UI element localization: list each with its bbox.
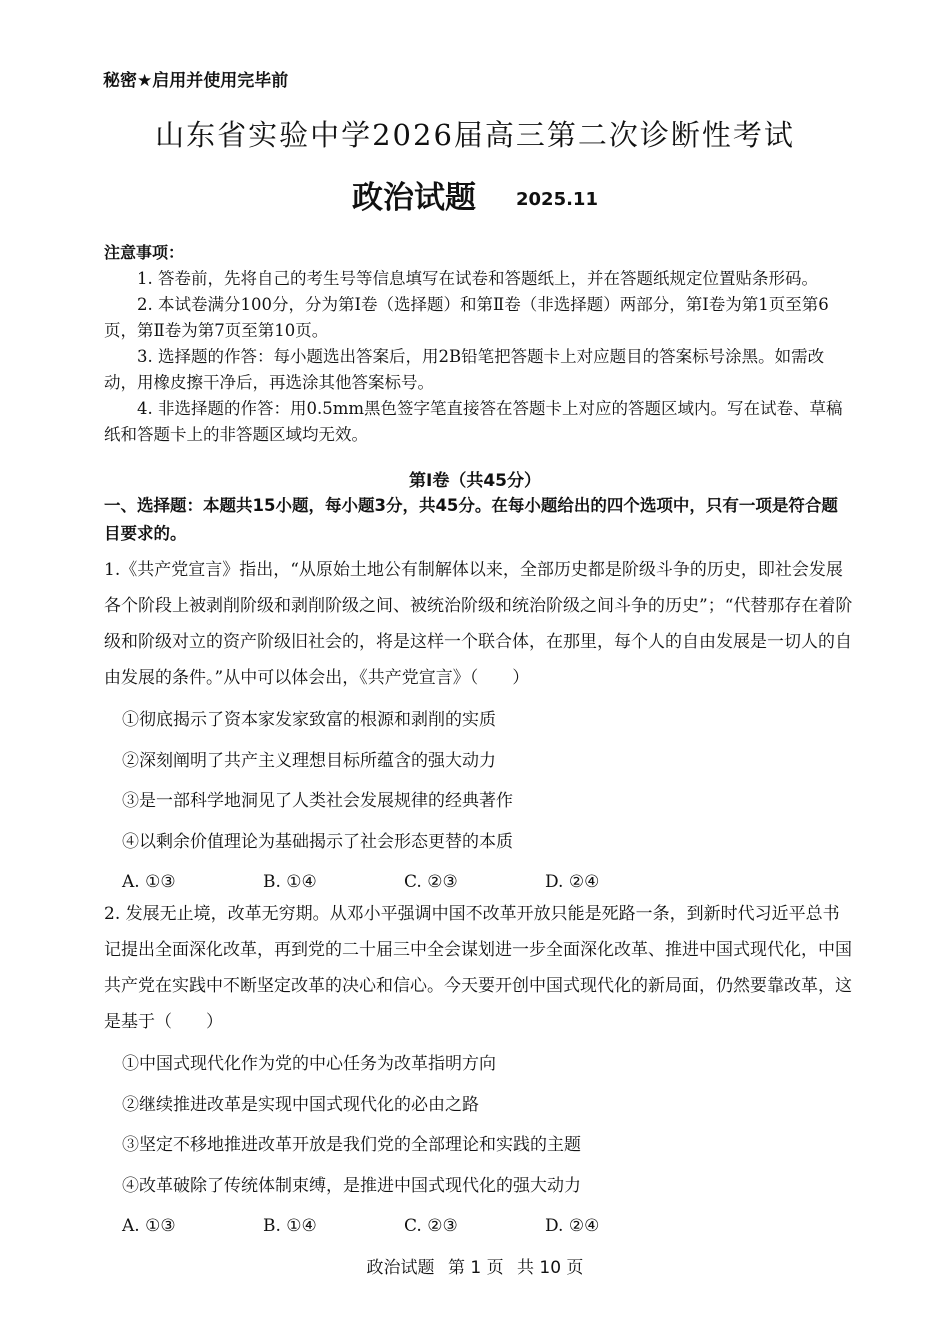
answer-choices [104, 1206, 856, 1246]
part1-title: 第Ⅰ卷（共45分） [409, 471, 541, 491]
footer-total: 共 10 页 [516, 1258, 584, 1278]
footer-page: 第 1 页 [447, 1258, 504, 1278]
choice-d: D. ②④ [545, 872, 600, 893]
page-footer [0, 1253, 950, 1278]
notice-heading: 注意事项： [104, 243, 185, 262]
notice-item: 3. 选择题的作答：每小题选出答案后，用2B铅笔把答题卡上对应题目的答案标号涂黑。如需改动，用橡皮擦干净后，再选涂其他答案标号。 [104, 347, 825, 392]
choice-a: A. ①③ [122, 872, 176, 893]
question-stem: 2. 发展无止境，改革无穷期。从邓小平强调中国不改革开放只能是死路一条，到新时代习近平总书记提出全面深化改革，再到党的二十届三中全会谋划进一步全面深化改革、推进中国式现代化，中国共产党在实践中不断坚定改革的决心和信心。今天要开创中国式现代化的新局面，仍然要靠改革，这是基于（ ） [104, 904, 852, 1032]
exam-title: 山东省实验中学2026届高三第二次诊断性考试 [155, 118, 795, 152]
question-option: ④以剩余价值理论为基础揭示了社会形态更替的本质 [122, 831, 513, 852]
secret-mark: 秘密★启用并使用完毕前 [103, 71, 289, 91]
question-option: ④改革破除了传统体制束缚，是推进中国式现代化的强大动力 [122, 1175, 581, 1196]
choice-c: C. ②③ [404, 872, 458, 893]
question-option: ②深刻阐明了共产主义理想目标所蕴含的强大动力 [122, 750, 496, 771]
question-option: ①彻底揭示了资本家发家致富的根源和剥削的实质 [122, 710, 496, 730]
choice-c: C. ②③ [404, 1216, 458, 1237]
choice-a: A. ①③ [122, 1216, 176, 1237]
exam-date: 2025.11 [516, 189, 598, 210]
question-option: ③是一部科学地洞见了人类社会发展规律的经典著作 [122, 791, 513, 812]
notice-block [104, 240, 854, 448]
notice-item: 1. 答卷前，先将自己的考生号等信息填写在试卷和答题纸上，并在答题纸规定位置贴条形码。 [137, 269, 818, 288]
question-2 [104, 896, 856, 1246]
footer-subject: 政治试题 [366, 1258, 435, 1278]
section-instruction: 一、选择题：本题共15小题，每小题3分，共45分。在每小题给出的四个选项中，只有一项是符合题目要求的。 [104, 496, 838, 543]
question-option: ①中国式现代化作为党的中心任务为改革指明方向 [122, 1054, 496, 1074]
question-option: ③坚定不移地推进改革开放是我们党的全部理论和实践的主题 [122, 1135, 581, 1156]
subject-title: 政治试题 [352, 180, 476, 216]
choice-b: B. ①④ [263, 1216, 317, 1237]
question-stem: 1.《共产党宣言》指出，“从原始土地公有制解体以来，全部历史都是阶级斗争的历史，即社会发展各个阶段上被剥削阶级和剥削阶级之间、被统治阶级和统治阶级之间斗争的历史”；“代替那存在着阶级和阶级对立的资产阶级旧社会的，将是这样一个联合体，在那里，每个人的自由发展是一切人的自由发展的条件。”从中可以体会出，《共产党宣言》（ ） [104, 560, 853, 688]
choice-d: D. ②④ [545, 1216, 600, 1237]
question-option: ②继续推进改革是实现中国式现代化的必由之路 [122, 1094, 479, 1115]
notice-item: 2. 本试卷满分100分，分为第Ⅰ卷（选择题）和第Ⅱ卷（非选择题）两部分，第Ⅰ卷为第1页至第6页，第Ⅱ卷为第7页至第10页。 [104, 295, 829, 340]
exam-subtitle [0, 172, 950, 217]
question-1 [104, 552, 856, 902]
choice-b: B. ①④ [263, 872, 317, 893]
notice-item: 4. 非选择题的作答：用0.5mm黑色签字笔直接答在答题卡上对应的答题区域内。写在试卷、草稿纸和答题卡上的非答题区域均无效。 [104, 399, 843, 444]
